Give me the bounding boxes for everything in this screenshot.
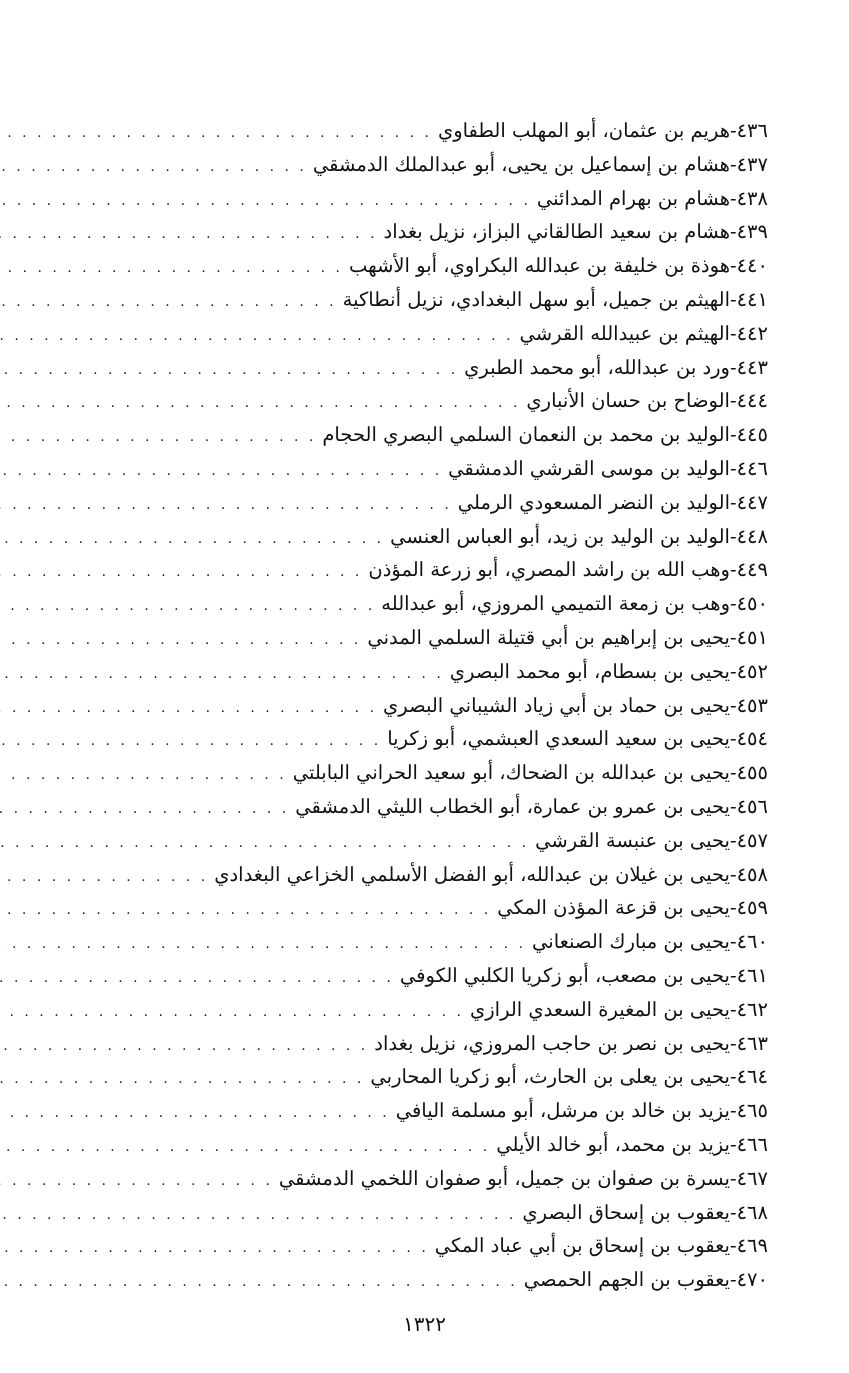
entry-title: يحيى بن قزعة المؤذن المكي	[497, 896, 730, 920]
entry-number: ٤٣٩-	[729, 220, 768, 244]
entry-title: الهيثم بن جميل، أبو سهل البغدادي، نزيل أنطاكية	[342, 287, 730, 311]
entry-title: يعقوب بن الجهم الحمصي	[523, 1268, 730, 1292]
dot-leader	[0, 354, 458, 388]
toc-row	[22, 283, 768, 317]
entry-title: يحيى بن عنبسة القرشي	[535, 828, 730, 852]
entry-number: ٤٥٢-	[729, 659, 768, 683]
toc-row	[22, 824, 768, 858]
toc-row	[22, 722, 768, 756]
toc-row	[22, 148, 768, 182]
toc-row	[22, 384, 768, 418]
entry-title: ورد بن عبدالله، أبو محمد الطبري	[464, 355, 730, 379]
dot-leader	[0, 286, 337, 320]
dot-leader	[0, 117, 432, 151]
dot-leader	[0, 861, 208, 895]
toc-row	[22, 959, 768, 993]
entry-title: هريم بن عثمان، أبو المهلب الطفاوي	[437, 119, 730, 142]
toc-row	[22, 114, 768, 148]
entry-number: ٤٥٩-	[729, 896, 768, 920]
entry-title: يحيى بن بسطام، أبو محمد البصري	[449, 659, 730, 683]
entry-title: يعقوب بن إسحاق بن أبي عباد المكي	[434, 1234, 730, 1258]
entry-number: ٤٥٨-	[729, 862, 768, 886]
toc-row	[22, 486, 768, 520]
entry-title: الوضاح بن حسان الأنباري	[526, 389, 730, 413]
entry-title: يزيد بن محمد، أبو خالد الأيلي	[496, 1132, 730, 1156]
toc-row	[22, 587, 768, 621]
dot-leader	[0, 556, 362, 590]
dot-leader	[0, 185, 531, 219]
entry-number: ٤٤٨-	[729, 524, 768, 548]
entry-number: ٤٤٢-	[729, 321, 768, 345]
entry-number: ٤٥٣-	[729, 693, 768, 717]
entry-title: الهيثم بن عبيدالله القرشي	[519, 321, 730, 345]
toc-row	[22, 925, 768, 959]
dot-leader	[0, 624, 361, 658]
entry-number: ٤٦٥-	[729, 1099, 768, 1123]
entry-number: ٤٥١-	[729, 625, 768, 649]
entry-title: الوليد بن موسى القرشي الدمشقي	[448, 456, 730, 480]
dot-leader	[0, 1030, 368, 1064]
entry-title: يحيى بن عبدالله بن الضحاك، أبو سعيد الحراني البابلتي	[292, 761, 730, 785]
dot-leader	[0, 421, 316, 455]
dot-leader	[0, 1165, 273, 1199]
entry-number: ٤٥٥-	[729, 761, 768, 785]
entry-number: ٤٣٨-	[729, 186, 768, 210]
dot-leader	[0, 590, 375, 624]
entry-title: يحيى بن عمرو بن عمارة، أبو الخطاب الليثي الدمشقي	[295, 794, 730, 818]
entry-title: هشام بن بهرام المدائني	[536, 186, 730, 210]
toc-row	[22, 621, 768, 655]
toc-row	[22, 1229, 768, 1263]
dot-leader	[0, 996, 464, 1030]
entry-title: يحيى بن المغيرة السعدي الرازي	[469, 997, 730, 1021]
dot-leader	[0, 523, 384, 557]
dot-leader	[0, 827, 529, 861]
dot-leader	[0, 928, 526, 962]
entry-number: ٤٤٦-	[729, 456, 768, 480]
entry-number: ٤٤٣-	[729, 355, 768, 379]
dot-leader	[0, 894, 491, 928]
entry-title: هشام بن سعيد الطالقاني البزاز، نزيل بغداد	[383, 220, 730, 244]
entry-number: ٤٣٦-	[729, 119, 768, 142]
dot-leader	[0, 1232, 429, 1266]
dot-leader	[0, 692, 377, 726]
entry-title: وهب الله بن راشد المصري، أبو زرعة المؤذن	[368, 558, 730, 582]
dot-leader	[0, 252, 343, 286]
dot-leader	[0, 1131, 490, 1165]
entry-number: ٤٧٠-	[729, 1268, 768, 1292]
toc-row	[22, 790, 768, 824]
entry-title: يحيى بن غيلان بن عبدالله، أبو الفضل الأسلمي الخزاعي البغدادي	[214, 862, 730, 886]
toc-row	[22, 756, 768, 790]
entry-title: وهب بن زمعة التميمي المروزي، أبو عبدالله	[381, 592, 730, 616]
toc-row	[22, 1060, 768, 1094]
toc-row	[22, 689, 768, 723]
entry-number: ٤٥٦-	[729, 794, 768, 818]
dot-leader	[0, 759, 287, 793]
dot-leader	[0, 218, 378, 252]
table-of-contents	[22, 114, 768, 1297]
entry-title: يزيد بن خالد بن مرشل، أبو مسلمة اليافي	[395, 1099, 730, 1123]
dot-leader	[0, 455, 442, 489]
dot-leader	[0, 1063, 364, 1097]
entry-title: يسرة بن صفوان بن جميل، أبو صفوان اللخمي الدمشقي	[278, 1166, 730, 1190]
toc-row	[22, 1027, 768, 1061]
dot-leader	[0, 489, 452, 523]
toc-row	[22, 655, 768, 689]
entry-number: ٤٣٧-	[729, 152, 768, 176]
entry-number: ٤٤٥-	[729, 423, 768, 447]
entry-number: ٤٥٠-	[729, 592, 768, 616]
entry-number: ٤٤٠-	[729, 254, 768, 278]
entry-number: ٤٦٢-	[729, 997, 768, 1021]
dot-leader	[0, 793, 289, 827]
toc-row	[22, 993, 768, 1027]
toc-row	[22, 891, 768, 925]
page-number: ١٣٢٢	[403, 1312, 446, 1336]
dot-leader	[0, 1199, 516, 1233]
entry-number: ٤٥٤-	[729, 727, 768, 751]
entry-number: ٤٦٩-	[729, 1234, 768, 1258]
entry-title: الوليد بن محمد بن النعمان السلمي البصري الحجام	[322, 423, 730, 447]
toc-row	[22, 452, 768, 486]
entry-title: يحيى بن مبارك الصنعاني	[532, 930, 730, 954]
toc-row	[22, 1094, 768, 1128]
entry-number: ٤٤١-	[729, 287, 768, 311]
entry-title: هشام بن إسماعيل بن يحيى، أبو عبدالملك الدمشقي	[312, 152, 730, 176]
toc-row	[22, 553, 768, 587]
entry-number: ٤٦٧-	[729, 1166, 768, 1190]
entry-title: يحيى بن سعيد السعدي العبشمي، أبو زكريا	[387, 727, 730, 751]
toc-row	[22, 317, 768, 351]
entry-title: الوليد بن النضر المسعودي الرملي	[457, 490, 730, 514]
toc-row	[22, 182, 768, 216]
dot-leader	[0, 962, 394, 996]
entry-number: ٤٦٦-	[729, 1132, 768, 1156]
entry-number: ٤٥٧-	[729, 828, 768, 852]
entry-title: يحيى بن إبراهيم بن أبي قتيلة السلمي المدني	[367, 625, 730, 649]
toc-row	[22, 858, 768, 892]
entry-number: ٤٦٠-	[729, 930, 768, 954]
toc-row	[22, 351, 768, 385]
toc-row	[22, 1263, 768, 1297]
toc-row	[22, 1196, 768, 1230]
entry-title: الوليد بن الوليد بن زيد، أبو العباس العنسي	[390, 524, 730, 548]
toc-row	[22, 418, 768, 452]
entry-title: هوذة بن خليفة بن عبدالله البكراوي، أبو الأشهب	[348, 254, 730, 278]
toc-row	[22, 249, 768, 283]
entry-number: ٤٦٤-	[729, 1065, 768, 1089]
entry-number: ٤٦٣-	[729, 1031, 768, 1055]
dot-leader	[0, 1097, 390, 1131]
dot-leader	[0, 387, 520, 421]
toc-row	[22, 1162, 768, 1196]
entry-title: يحيى بن حماد بن أبي زياد الشيباني البصري	[383, 693, 730, 717]
dot-leader	[0, 1266, 518, 1300]
toc-row	[22, 215, 768, 249]
dot-leader	[0, 320, 514, 354]
entry-number: ٤٦١-	[729, 963, 768, 987]
toc-row	[22, 520, 768, 554]
dot-leader	[0, 725, 381, 759]
entry-number: ٤٤٧-	[729, 490, 768, 514]
entry-title: يعقوب بن إسحاق البصري	[522, 1200, 730, 1224]
toc-row	[22, 1128, 768, 1162]
entry-title: يحيى بن يعلى بن الحارث، أبو زكريا المحاربي	[370, 1065, 730, 1089]
dot-leader	[0, 151, 307, 185]
dot-leader	[0, 658, 444, 692]
entry-title: يحيى بن مصعب، أبو زكريا الكلبي الكوفي	[399, 963, 730, 987]
entry-number: ٤٤٩-	[729, 558, 768, 582]
entry-title: يحيى بن نصر بن حاجب المروزي، نزيل بغداد	[374, 1031, 730, 1055]
entry-number: ٤٤٤-	[729, 389, 768, 413]
entry-number: ٤٦٨-	[729, 1200, 768, 1224]
